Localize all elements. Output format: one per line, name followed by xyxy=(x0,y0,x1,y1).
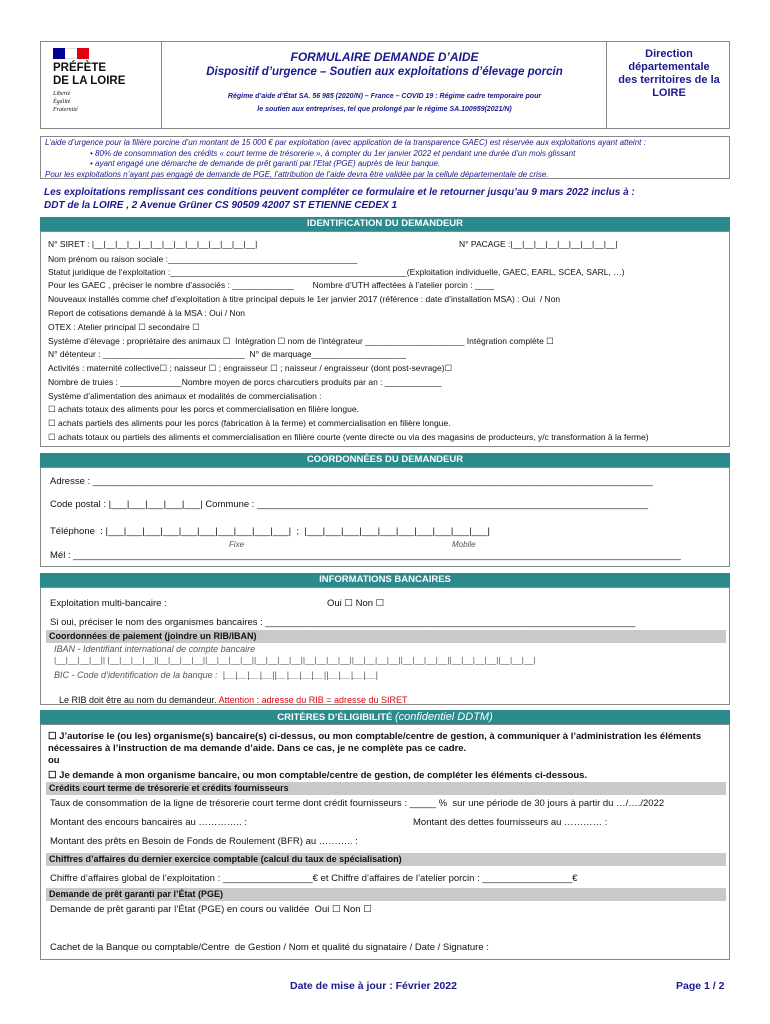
payment-details-heading: Coordonnées de paiement (joindre un RIB/IBAN) xyxy=(46,630,726,643)
intro-box xyxy=(40,136,730,179)
intro-text: Pour les exploitations n’ayant pas engagé de demande de PGE, l’attribution de l’aide devra être validée par la cellule départementale de crise. xyxy=(45,169,549,179)
otex-field[interactable]: OTEX : Atelier principal ☐ secondaire ☐ xyxy=(48,322,200,332)
section-bancaires: INFORMATIONS BANCAIRES xyxy=(40,573,730,587)
request-checkbox[interactable]: ☐ Je demande à mon organisme bancaire, ou mon comptable/centre de gestion, de compléter les éléments ci-dessous. xyxy=(48,770,588,781)
regime-reference: Régime d’aide d’État SA. 56 985 (2020/N) – France – COVID 19 : Régime cadre temporaire pour le soutien aux entreprises, tel que prolongé par le régime SA.100959(2021/N) xyxy=(227,93,542,113)
feeding-option-3[interactable]: ☐ achats totaux ou partiels des aliments et commercialisation en filière courte (vente directe ou via des magasins de producteurs, y/c transformation à la ferme) xyxy=(48,432,649,442)
siret-field[interactable]: N° SIRET : |__|__|__|__|__|__|__|__|__|__|__|__|__|__| xyxy=(48,239,258,249)
intro-bullet: • ayant engagé une démarche de demande de prêt garanti par l’Etat (PGE) auprès de leur banque. xyxy=(90,159,441,168)
feeding-option-2[interactable]: ☐ achats partiels des aliments pour les porcs (fabrication à la ferme) et commercialisation en filière longue. xyxy=(48,418,451,428)
or-label: ou xyxy=(48,755,60,766)
deadline-notice: Les exploitations remplissant ces conditions peuvent compléter ce formulaire et le retourner jusqu’au 9 mars 2022 inclus à : DDT de la LOIRE , 2 Avenue Grüner CS 90509 42007 ST ETIENNE CEDEX 1 xyxy=(44,187,635,211)
consumption-rate-field[interactable]: Taux de consommation de la ligne de trésorerie court terme dont crédit fournisseurs : _____ % sur une période de 30 jours à partir du …/…./2022 xyxy=(50,798,665,809)
authorize-checkbox[interactable]: ☐ J’autorise le (ou les) organisme(s) bancaire(s) ci-dessus, ou mon comptable/centre de gestion, à communiquer à l’administration les éléments nécessaires à l’instruction de ma demande d’aide. Dans ce cas, je ne complète pas ce cadre. xyxy=(48,731,702,754)
section-criteres: CRITÈRES D’ÉLIGIBILITÉ (confidentiel DDTM) xyxy=(40,710,730,724)
mobile-label: Mobile xyxy=(452,540,476,549)
landline-label: Fixe xyxy=(229,540,245,549)
name-field[interactable]: Nom prénom ou raison sociale :________________________________________ xyxy=(48,254,358,264)
postal-code-field[interactable]: Code postal : |___|___|___|___|___| Commune : __________________________________________________________________________ xyxy=(50,499,649,510)
stamp-signature-field[interactable]: Cachet de la Banque ou comptable/Centre de Gestion / Nom et qualité du signataire / Date / Signature : xyxy=(50,942,489,953)
header-box xyxy=(40,41,730,129)
sows-field[interactable]: Nombre de truies : _____________Nombre moyen de porcs charcutiers produits par an : ____________ xyxy=(48,377,442,387)
short-term-credits-heading: Crédits court terme de trésorerie et crédits fournisseurs xyxy=(46,782,726,795)
page-number: Page 1 / 2 xyxy=(676,980,725,992)
multibank-choice[interactable]: Oui ☐ Non ☐ xyxy=(327,598,385,609)
legal-status-field[interactable]: Statut juridique de l’exploitation :__________________________________________________(Exploitation individuelle, GAEC, EARL, SCEA, SARL, …) xyxy=(48,267,625,277)
prefecture-logo: PRÉFÈTE DE LA LOIRE xyxy=(53,62,126,87)
form-title: FORMULAIRE DEMANDE D’AIDE xyxy=(290,50,479,64)
multibank-label: Exploitation multi-bancaire : xyxy=(50,598,167,609)
pacage-field[interactable]: N° PACAGE :|__|__|__|__|__|__|__|__|__| xyxy=(459,239,618,249)
iban-label: IBAN - Identifiant international de compte bancaire xyxy=(54,644,256,654)
rib-warning: Attention : adresse du RIB = adresse du SIRET xyxy=(218,695,408,705)
bank-outstanding-field[interactable]: Montant des encours bancaires au ………….. : xyxy=(50,817,247,828)
email-field[interactable]: Mél : ___________________________________________________________________________________________________________________ xyxy=(50,550,681,561)
pge-heading: Demande de prêt garanti par l’État (PGE) xyxy=(46,888,726,901)
bank-names-field[interactable]: Si oui, préciser le nom des organismes bancaires : ______________________________________________________________________ xyxy=(50,617,636,628)
supplier-debts-field[interactable]: Montant des dettes fournisseurs au ………… : xyxy=(413,817,608,828)
form-subtitle: Dispositif d’urgence – Soutien aux exploitations d’élevage porcin xyxy=(206,66,563,78)
iban-field[interactable]: |__|__|__|__|| |__|__|__|__||__|__|__|__||__|__|__|__||__|__|__|__||__|__|__|__||__|__|__|__||__|__|__|__||__|__|__|__||__|__|__| xyxy=(54,655,536,665)
bic-field[interactable]: BIC - Code d’identification de la banque : |__|__|__|__||__|__|__|__||__|__|__|__| xyxy=(54,670,378,680)
feeding-option-1[interactable]: ☐ achats totaux des aliments pour les porcs et commercialisation en filière longue. xyxy=(48,404,359,414)
holder-number-field[interactable]: N° détenteur : ______________________________ N° de marquage____________________ xyxy=(48,349,406,359)
address-field[interactable]: Adresse : __________________________________________________________________________________________________________ xyxy=(50,476,653,487)
section-coordonnees: COORDONNÉES DU DEMANDEUR xyxy=(40,453,730,467)
marianne-flag-icon xyxy=(53,48,89,59)
rib-note: Le RIB doit être au nom du demandeur. Attention : adresse du RIB = adresse du SIRET xyxy=(59,695,408,705)
new-installed-field[interactable]: Nouveaux installés comme chef d’exploitation à titre principal depuis le 1er janvier 2017 (référence : date d’installation MSA) : Oui / Non xyxy=(48,294,561,304)
turnover-heading: Chiffres d’affaires du dernier exercice comptable (calcul du taux de spécialisation) xyxy=(46,853,726,866)
update-date: Date de mise à jour : Février 2022 xyxy=(290,980,457,992)
intro-text: L’aide d’urgence pour la filière porcine d’un montant de 15 000 € par exploitation (avec application de la transparence GAEC) est réservée aux exploitations ayant atteint : xyxy=(45,138,646,147)
feeding-system-label: Système d’alimentation des animaux et modalités de commercialisation : xyxy=(48,391,322,401)
breeding-system-field[interactable]: Système d’élevage : propriétaire des animaux ☐ Intégration ☐ nom de l’intégrateur _____________________ Intégration complète ☐ xyxy=(48,336,554,346)
pge-field[interactable]: Demande de prêt garanti par l’État (PGE) en cours ou validée Oui ☐ Non ☐ xyxy=(50,904,372,915)
activities-field[interactable]: Activités : maternité collective☐ ; naisseur ☐ ; engraisseur ☐ ; naisseur / engraisseur (dont post-sevrage)☐ xyxy=(48,363,453,373)
associates-field[interactable]: Pour les GAEC , préciser le nombre d’associés : _____________ Nombre d’UTH affectées à l’atelier porcin : ____ xyxy=(48,280,494,290)
phone-field[interactable]: Téléphone : |___|___|___|___|___|___|___|___|___|___| ; |___|___|___|___|___|___|___|___|___|___| xyxy=(50,526,490,537)
section-identification: IDENTIFICATION DU DEMANDEUR xyxy=(40,217,730,231)
header-divider xyxy=(161,42,162,128)
intro-bullet: • 80% de consommation des crédits « court terme de trésorerie », à compter du 1er janvier 2022 et pendant une durée d’un mois glissant xyxy=(90,148,576,158)
bfr-loans-field[interactable]: Montant des prêts en Besoin de Fonds de Roulement (BFR) au ……….. : xyxy=(50,836,358,847)
republic-motto: Liberté Égalité Fraternité xyxy=(53,91,78,113)
msa-report-field[interactable]: Report de cotisations demandé à la MSA : Oui / Non xyxy=(48,308,246,318)
turnover-field[interactable]: Chiffre d’affaires global de l’exploitation : _________________€ et Chiffre d’affaires de l’atelier porcin : _________________€ xyxy=(50,873,578,884)
direction-name: Direction départementale des territoires de la LOIRE xyxy=(618,48,720,99)
